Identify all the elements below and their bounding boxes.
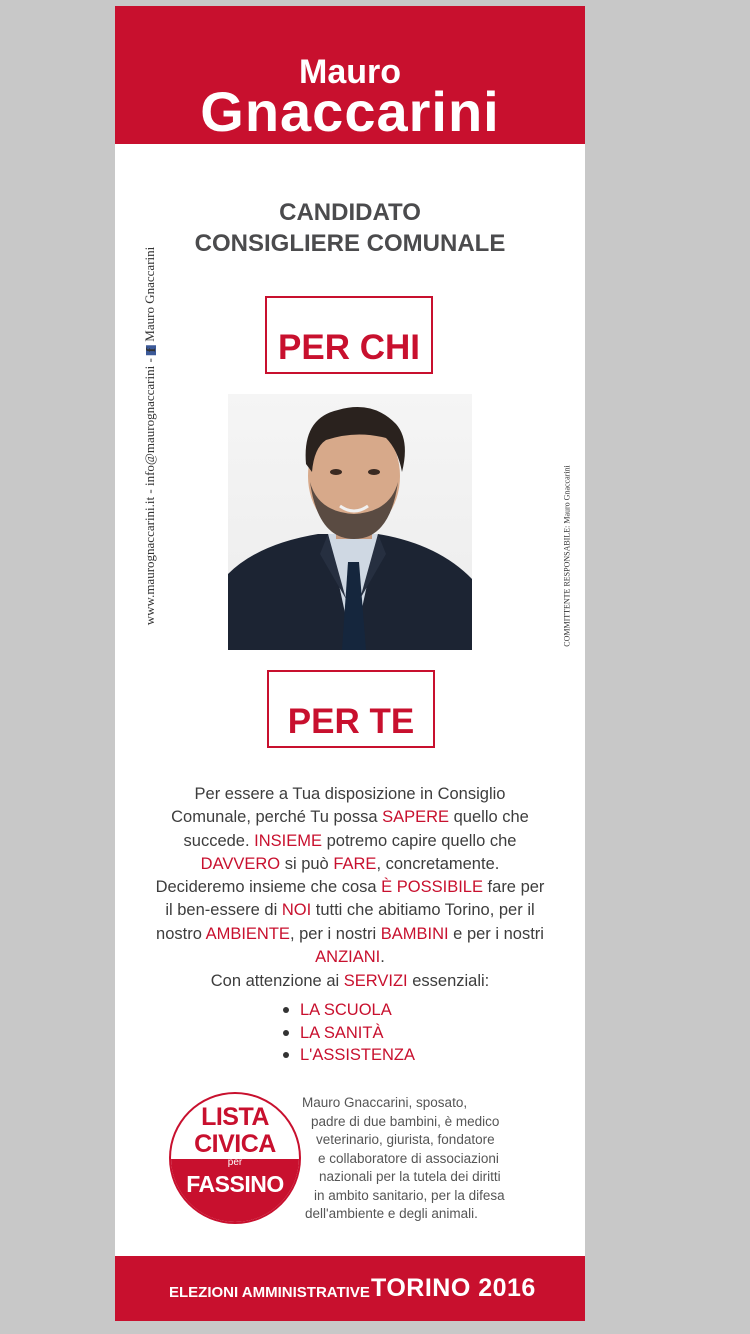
committente-responsabile: COMMITTENTE RESPONSABILE: Mauro Gnaccarini <box>562 465 572 647</box>
facebook-icon: f <box>146 345 156 355</box>
list-item: L'ASSISTENZA <box>283 1044 415 1067</box>
program-text: tutti che abitiamo Torino, per il nostro <box>156 901 535 943</box>
keyword-noi: NOI <box>281 901 312 920</box>
slogan-per-chi: PER CHI <box>265 296 433 374</box>
contact-facebook-name: Mauro Gnaccarini <box>142 246 157 345</box>
candidate-role <box>115 197 585 259</box>
candidate-last-name: Gnaccarini <box>200 80 500 143</box>
keyword-e-possibile: È POSSIBILE <box>381 878 483 897</box>
program-text: fare per il ben-essere di <box>165 878 545 920</box>
candidate-first-name: Mauro <box>299 53 401 91</box>
keyword-anziani: ANZIANI <box>315 948 381 967</box>
role-line-2: CONSIGLIERE COMUNALE <box>194 230 506 257</box>
services-list <box>283 999 415 1067</box>
role-line-1: CANDIDATO <box>279 199 421 226</box>
candidate-bio <box>302 1094 542 1224</box>
keyword-davvero: DAVVERO <box>200 854 281 873</box>
bio-line: dell'ambiente e degli animali. <box>305 1206 478 1221</box>
list-item: LA SCUOLA <box>283 999 415 1022</box>
program-text: , per i nostri <box>289 924 381 943</box>
bio-line: veterinario, giurista, fondatore <box>316 1132 495 1147</box>
program-paragraph <box>155 783 545 969</box>
program-text: e per i nostri <box>448 924 544 943</box>
program-text: Per essere a Tua disposizione in Consiglio Comunale, perché Tu possa <box>171 785 506 827</box>
keyword-servizi: SERVIZI <box>343 972 408 990</box>
program-text: , concretamente. Decideremo insieme che cosa <box>155 854 500 897</box>
keyword-ambiente: AMBIENTE <box>205 924 290 943</box>
services-intro-text: Con attenzione ai <box>210 972 344 990</box>
keyword-fare: FARE <box>333 854 377 873</box>
keyword-bambini: BAMBINI <box>380 924 449 943</box>
portrait-illustration <box>228 394 472 650</box>
bio-line: nazionali per la tutela dei diritti <box>319 1169 501 1184</box>
bio-line: e collaboratore di associazioni <box>318 1150 499 1166</box>
keyword-sapere: SAPERE <box>382 808 450 827</box>
candidate-portrait <box>228 394 472 650</box>
footer-election-label: ELEZIONI AMMINISTRATIVE <box>169 1284 370 1301</box>
program-text: si può <box>280 854 334 873</box>
campaign-flyer <box>115 6 585 1321</box>
program-text: quello che succede. <box>183 808 529 850</box>
bio-line: Mauro Gnaccarini, sposato, <box>302 1095 468 1110</box>
bio-line: padre di due bambini, è medico <box>311 1113 500 1129</box>
services-intro-text: essenziali: <box>407 972 490 990</box>
logo-text-fassino: FASSINO <box>186 1171 284 1197</box>
footer-city-year: TORINO 2016 <box>371 1274 536 1302</box>
contact-website-email: www.maurognaccarini.it - info@maurognaccarini - <box>142 354 157 626</box>
services-intro <box>115 972 585 991</box>
logo-text-lista: LISTA <box>201 1103 269 1131</box>
slogan-per-te: PER TE <box>267 670 435 748</box>
footer-banner <box>115 1256 585 1321</box>
header-banner <box>115 6 585 144</box>
bio-line: in ambito sanitario, per la difesa <box>314 1187 505 1203</box>
list-item: LA SANITÀ <box>283 1022 415 1045</box>
lista-civica-logo <box>171 1094 299 1222</box>
program-text: . <box>380 948 385 967</box>
keyword-insieme: INSIEME <box>254 831 323 850</box>
program-text: potremo capire quello che <box>322 831 517 850</box>
logo-text-civica: CIVICA <box>194 1130 276 1158</box>
logo-text-per: per <box>227 1157 243 1168</box>
